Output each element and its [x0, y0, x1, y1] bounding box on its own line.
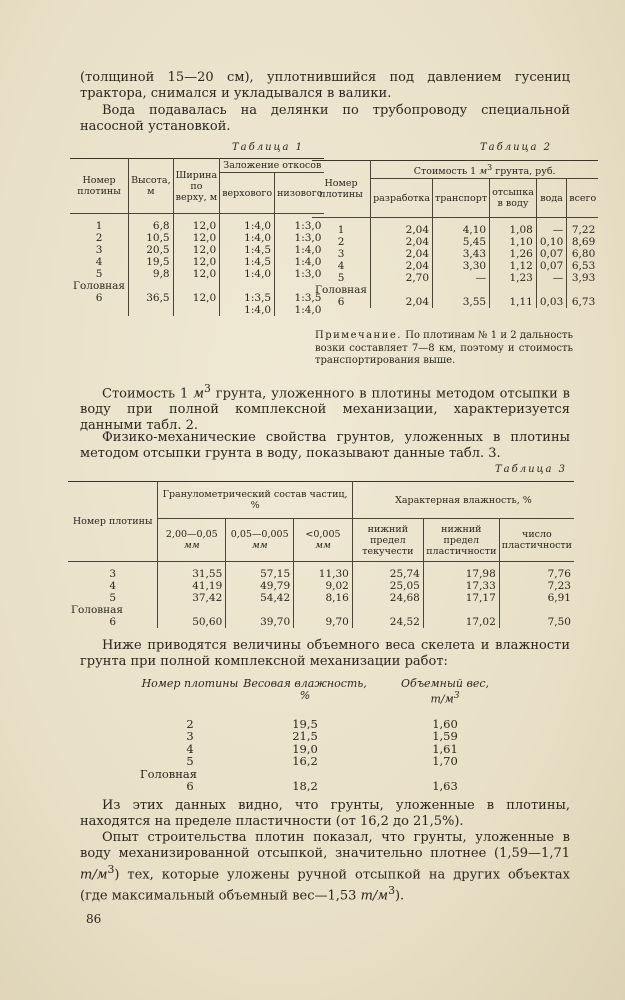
table-row	[70, 268, 324, 280]
weight-cell-moisture: 16,2	[292, 754, 318, 769]
table-cell-up: 1:4,0	[220, 268, 275, 280]
table2-header-dev: разработка	[371, 179, 433, 218]
table-cell-m2	[423, 604, 499, 616]
table-cell-dam: 6	[68, 616, 158, 628]
table-row	[68, 616, 574, 628]
table-cell-dam: 6	[312, 296, 371, 308]
paragraph-3: Стоимость 1 $м^3$ грунта, уложенного в плотины методом отсыпки в воду при полной комплексной механизации, характеризуется данными табл. 2.	[80, 382, 570, 434]
weight-header-dam: Номер плотины	[141, 677, 239, 690]
table-cell-g3: 8,16	[294, 592, 353, 604]
table-row	[312, 218, 598, 237]
table3-header-m1: нижний предел текучести	[352, 519, 423, 562]
table-cell-tr: 3,55	[433, 296, 490, 308]
table-row	[70, 256, 324, 268]
table-cell-down: 1:4,0	[275, 256, 325, 268]
table-row	[312, 248, 598, 260]
table3-body	[68, 562, 574, 629]
table-cell-height: 10,5	[129, 232, 174, 244]
weight-cell-moisture: 19,0	[292, 741, 318, 756]
table3-caption: Таблица 3	[495, 464, 568, 475]
table-row	[68, 604, 574, 616]
table-row	[312, 260, 598, 272]
table1-header-crest: Ширина по верху, м	[173, 159, 220, 214]
table-cell-down: 1:3,5	[275, 292, 325, 304]
table1-body	[70, 214, 324, 317]
table-cell-m3: 7,76	[499, 562, 574, 581]
table-cell-height: 19,5	[129, 256, 174, 268]
table-cell-m3: 7,23	[499, 580, 574, 592]
weight-cell-moisture: 21,5	[292, 729, 318, 744]
table-cell-g3: 9,70	[294, 616, 353, 628]
table-row	[70, 304, 324, 316]
table-cell-dam: Головная	[68, 604, 158, 616]
table-row	[312, 272, 598, 284]
table3-header-granulometric: Гранулометрический состав частиц, %	[158, 482, 353, 519]
table-cell-dev: 2,04	[371, 296, 433, 308]
table-cell-water: 0,03	[536, 296, 566, 308]
weight-table-body	[140, 718, 520, 793]
table2-body	[312, 218, 598, 309]
table-cell-total: 8,69	[567, 236, 599, 248]
table-cell-dam: 4	[312, 260, 371, 272]
table-cell-down: 1:3,0	[275, 232, 325, 244]
table2-header-total: всего	[567, 179, 599, 218]
list-item	[140, 755, 520, 768]
table-cell-water: 0,07	[536, 248, 566, 260]
table-cell-up: 1:4,5	[220, 244, 275, 256]
table-cell-crest: 12,0	[173, 244, 220, 256]
table-cell-dev: 2,04	[371, 248, 433, 260]
table-cell-height: 20,5	[129, 244, 174, 256]
table-row	[68, 592, 574, 604]
table-cell-crest	[173, 280, 220, 292]
table-row	[70, 280, 324, 292]
page-number: 86	[86, 912, 102, 926]
table-cell-up: 1:4,0	[220, 214, 275, 233]
table-row	[70, 244, 324, 256]
table-cell-down: 1:3,0	[275, 268, 325, 280]
table2-caption: Таблица 2	[480, 142, 553, 153]
weight-table	[140, 678, 520, 793]
table-cell-m2: 17,98	[423, 562, 499, 581]
table-cell-m1: 25,05	[352, 580, 423, 592]
table2-header-dam: Номер плотины	[312, 161, 371, 218]
table2-header-fill: отсыпка в воду	[490, 179, 537, 218]
table1-header-upstream: верхового	[220, 173, 275, 214]
table-cell-g2: 49,79	[226, 580, 294, 592]
table-cell-m1: 24,68	[352, 592, 423, 604]
table-cell-g1: 31,55	[158, 562, 226, 581]
table-row	[68, 562, 574, 581]
table1-header-dam: Номер плотины	[70, 159, 129, 214]
table-cell-g2: 57,15	[226, 562, 294, 581]
table-cell-crest: 12,0	[173, 268, 220, 280]
list-item	[140, 768, 520, 781]
table-cell-tr: 5,45	[433, 236, 490, 248]
weight-cell-weight: 1,70	[432, 754, 458, 769]
table-cell-tr: 4,10	[433, 218, 490, 237]
table-cell-g1: 50,60	[158, 616, 226, 628]
table-cell-g3: 11,30	[294, 562, 353, 581]
table-cell-up: 1:3,5	[220, 292, 275, 304]
table-cell-dam	[70, 304, 129, 316]
table1-caption: Таблица 1	[232, 142, 305, 153]
table-cell-m2: 17,02	[423, 616, 499, 628]
table-cell-dev	[371, 284, 433, 296]
table-cell-water: 0,07	[536, 260, 566, 272]
weight-cell-weight: 1,59	[432, 729, 458, 744]
table3-header-g3: <0,005 мм	[294, 519, 353, 562]
table-cell-m3	[499, 604, 574, 616]
paragraph-2: Вода подавалась на делянки по трубопроводу специальной насосной установкой.	[80, 103, 570, 134]
table-cell-crest: 12,0	[173, 232, 220, 244]
table-cell-down: 1:4,0	[275, 304, 325, 316]
table-row	[312, 236, 598, 248]
table-cell-up: 1:4,5	[220, 256, 275, 268]
table-cell-crest: 12,0	[173, 292, 220, 304]
table-row	[312, 284, 598, 296]
table-cell-down: 1:3,0	[275, 214, 325, 233]
table-cell-dam: Головная	[312, 284, 371, 296]
weight-cell-dam: 4	[186, 741, 194, 756]
table1	[70, 158, 324, 316]
table1-header-slope: Заложение откосов	[220, 159, 325, 173]
table-cell-dev: 2,04	[371, 260, 433, 272]
table-cell-total: 7,22	[567, 218, 599, 237]
table-row	[70, 292, 324, 304]
table-cell-fill: 1,11	[490, 296, 537, 308]
table-cell-fill: 1,23	[490, 272, 537, 284]
weight-header-moisture: Весовая влажность, %	[243, 677, 367, 702]
table-cell-dam: 4	[70, 256, 129, 268]
paragraph-7: Опыт строительства плотин показал, что грунты, уложенные в воду механизированной отсыпкой, значительно плотнее (1,59—1,71 $т/м^3$) тех, которые уложены ручной отсыпкой на других объектах (где максимальный объемный вес—1,53 $т/м^3$).	[80, 830, 570, 904]
weight-cell-dam: 2	[186, 716, 194, 731]
table-cell-dev: 2,04	[371, 236, 433, 248]
table2-header-cost: Стоимость 1 $м^3$ грунта, руб.	[371, 161, 599, 179]
table-cell-dam: 6	[70, 292, 129, 304]
table-cell-g3: 9,02	[294, 580, 353, 592]
table-cell-m2: 17,17	[423, 592, 499, 604]
table-cell-height	[129, 280, 174, 292]
table-cell-dam: 1	[70, 214, 129, 233]
table-cell-up	[220, 280, 275, 292]
table-cell-fill: 1,26	[490, 248, 537, 260]
table1-header-downstream: низового	[275, 173, 325, 214]
table-cell-m1	[352, 604, 423, 616]
table-cell-up: 1:4,0	[220, 232, 275, 244]
list-item	[140, 743, 520, 756]
weight-header-weight: Объемный вес, $т/м^3$	[400, 677, 490, 706]
table-cell-dev: 2,04	[371, 218, 433, 237]
table3-header-m3: число пластичности	[499, 519, 574, 562]
table-cell-dam: 5	[312, 272, 371, 284]
table-cell-dam: Головная	[70, 280, 129, 292]
weight-cell-dam: 6	[186, 779, 194, 794]
table-cell-fill: 1,12	[490, 260, 537, 272]
weight-cell-moisture: 19,5	[292, 716, 318, 731]
weight-cell-weight: 1,60	[432, 716, 458, 731]
table-cell-m3: 6,91	[499, 592, 574, 604]
table2-note: Примечание. По плотинам № 1 и 2 дальность возки составляет 7—8 км, поэтому и стоимость транспортирования выше.	[315, 330, 573, 366]
table-cell-g1: 37,42	[158, 592, 226, 604]
table-cell-tr: —	[433, 272, 490, 284]
table-cell-tr	[433, 284, 490, 296]
table-cell-dam: 3	[70, 244, 129, 256]
table-cell-dam: 2	[70, 232, 129, 244]
table-cell-dam: 3	[68, 562, 158, 581]
list-item	[140, 718, 520, 731]
table-cell-height: 6,8	[129, 214, 174, 233]
weight-cell-dam: 3	[186, 729, 194, 744]
table-cell-tr: 3,30	[433, 260, 490, 272]
table-row	[68, 580, 574, 592]
table3-header-g2: 0,05—0,005 мм	[226, 519, 294, 562]
table-cell-dam: 2	[312, 236, 371, 248]
table-cell-total: 3,93	[567, 272, 599, 284]
table-cell-dam: 3	[312, 248, 371, 260]
weight-cell-weight: 1,61	[432, 741, 458, 756]
table-cell-g1: 41,19	[158, 580, 226, 592]
table1-header-height: Высота, м	[129, 159, 174, 214]
table-cell-crest	[173, 304, 220, 316]
table-cell-g3	[294, 604, 353, 616]
weight-cell-weight: 1,63	[432, 779, 458, 794]
table-cell-dam: 1	[312, 218, 371, 237]
table-cell-total: 6,80	[567, 248, 599, 260]
list-item	[140, 730, 520, 743]
table-cell-total	[567, 284, 599, 296]
table-cell-water: 0,10	[536, 236, 566, 248]
paragraph-5: Ниже приводятся величины объемного веса скелета и влажности грунта при полной комплексной механизации работ:	[80, 638, 570, 669]
table2-header-water: вода	[536, 179, 566, 218]
table2	[312, 160, 598, 308]
weight-cell-dam: 5	[186, 754, 194, 769]
list-item	[140, 780, 520, 793]
table-cell-tr: 3,43	[433, 248, 490, 260]
weight-cell-dam: Головная	[140, 766, 198, 781]
table3-header-moisture: Характерная влажность, %	[352, 482, 574, 519]
table-cell-total: 6,53	[567, 260, 599, 272]
table-cell-height: 36,5	[129, 292, 174, 304]
weight-cell-moisture: 18,2	[292, 779, 318, 794]
table2-header-transport: транспорт	[433, 179, 490, 218]
table-row	[312, 296, 598, 308]
table-cell-up: 1:4,0	[220, 304, 275, 316]
table-cell-water: —	[536, 272, 566, 284]
paragraph-6: Из этих данных видно, что грунты, уложенные в плотины, находятся на пределе пластичности (от 16,2 до 21,5%).	[80, 798, 570, 829]
table-cell-fill	[490, 284, 537, 296]
table-cell-water	[536, 284, 566, 296]
table-cell-dam: 5	[70, 268, 129, 280]
table-cell-down: 1:4,0	[275, 244, 325, 256]
table-cell-crest: 12,0	[173, 214, 220, 233]
table3	[68, 481, 574, 628]
table-cell-g2: 39,70	[226, 616, 294, 628]
table-cell-g2: 54,42	[226, 592, 294, 604]
table3-header-dam: Номер плотины	[68, 482, 158, 562]
table-cell-fill: 1,10	[490, 236, 537, 248]
table-cell-g2	[226, 604, 294, 616]
table-row	[70, 232, 324, 244]
table-cell-height: 9,8	[129, 268, 174, 280]
table-cell-m1: 25,74	[352, 562, 423, 581]
table-cell-m2: 17,33	[423, 580, 499, 592]
table-cell-fill: 1,08	[490, 218, 537, 237]
table-cell-dev: 2,70	[371, 272, 433, 284]
weight-table-header	[140, 678, 520, 706]
table-cell-crest: 12,0	[173, 256, 220, 268]
paragraph-1: (толщиной 15—20 см), уплотнившийся под давлением гусениц трактора, снимался и укладывался в валики.	[80, 70, 570, 101]
table3-header-m2: нижний предел пластичности	[423, 519, 499, 562]
table3-header-g1: 2,00—0,05 мм	[158, 519, 226, 562]
table-cell-water: —	[536, 218, 566, 237]
table-cell-m3: 7,50	[499, 616, 574, 628]
table-cell-height	[129, 304, 174, 316]
table-row	[70, 214, 324, 233]
table-cell-m1: 24,52	[352, 616, 423, 628]
paragraph-4: Физико-механические свойства грунтов, уложенных в плотины методом отсыпки грунта в воду, показывают данные табл. 3.	[80, 430, 570, 461]
table-cell-total: 6,73	[567, 296, 599, 308]
table-cell-g1	[158, 604, 226, 616]
table-cell-dam: 4	[68, 580, 158, 592]
table-cell-dam: 5	[68, 592, 158, 604]
